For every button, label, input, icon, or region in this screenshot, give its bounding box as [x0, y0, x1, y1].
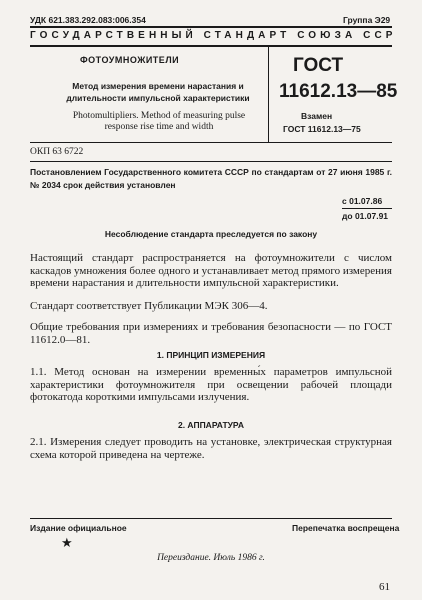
official-publication-label: Издание официальное — [30, 523, 127, 533]
validity-to: до 01.07.91 — [342, 211, 389, 221]
section-heading-principle: 1. ПРИНЦИП ИЗМЕРЕНИЯ — [156, 350, 266, 360]
scope-paragraph: Настоящий стандарт распространяется на фотоумножители с числом каскадов умножения более одного и устанавливает метод прямого измерения времени нарастания и длительности импульсной характеристики. — [30, 252, 392, 289]
udk-code: УДК 621.383.292.083:006.354 — [30, 15, 146, 25]
banner-rule — [30, 45, 392, 47]
reprint-prohibited-label: Перепечатка воспрещена — [292, 523, 400, 533]
state-standard-banner: ГОСУДАРСТВЕННЫЙ СТАНДАРТ СОЮЗА ССР — [30, 30, 397, 41]
okp-rule-bottom — [30, 161, 392, 162]
okp-rule-top — [30, 142, 392, 143]
page-number: 61 — [379, 581, 390, 593]
reissue-note: Переиздание. Июль 1986 г. — [157, 553, 265, 563]
validity-rule — [342, 208, 392, 209]
iec-compliance-paragraph: Стандарт соответствует Публикации МЭК 306—4. — [30, 300, 268, 312]
decree-text: Постановлением Государственного комитета СССР по стандартам от 27 июня 1985 г. № 2034 срок действия установлен — [30, 167, 392, 190]
title-divider — [268, 46, 269, 142]
replace-value: ГОСТ 11612.13—75 — [283, 124, 361, 134]
footer-rule — [30, 518, 392, 519]
star-icon: ★ — [61, 535, 73, 550]
gost-label: ГОСТ — [293, 55, 344, 76]
standard-title: ФОТОУМНОЖИТЕЛИ — [80, 55, 180, 65]
legal-warning: Несоблюдение стандарта преследуется по закону — [104, 229, 318, 239]
method-title-en: Photomultipliers. Method of measuring pulse response rise time and width — [72, 111, 246, 132]
principle-paragraph: 1.1. Метод основан на измерении временны́х параметров импульсной характеристики фотоумножителя при освещении рабочей площади фотокатода короткими импульсами излучения. — [30, 366, 392, 403]
replace-label: Взамен — [301, 111, 333, 121]
validity-from: с 01.07.86 — [342, 196, 383, 206]
group-code: Группа Э29 — [343, 15, 391, 25]
okp-code: ОКП 63 6722 — [30, 147, 84, 157]
apparatus-paragraph: 2.1. Измерения следует проводить на установке, электрическая структурная схема которой приведена на чертеже. — [30, 436, 392, 461]
gost-number: 11612.13—85 — [279, 81, 398, 102]
method-title-ru: Метод измерения времени нарастания и длительности импульсной характеристики — [66, 81, 250, 103]
section-heading-apparatus: 2. АППАРАТУРА — [177, 420, 244, 430]
top-rule — [30, 26, 392, 28]
general-requirements-paragraph: Общие требования при измерениях и требования безопасности — по ГОСТ 11612.0—81. — [30, 321, 392, 346]
